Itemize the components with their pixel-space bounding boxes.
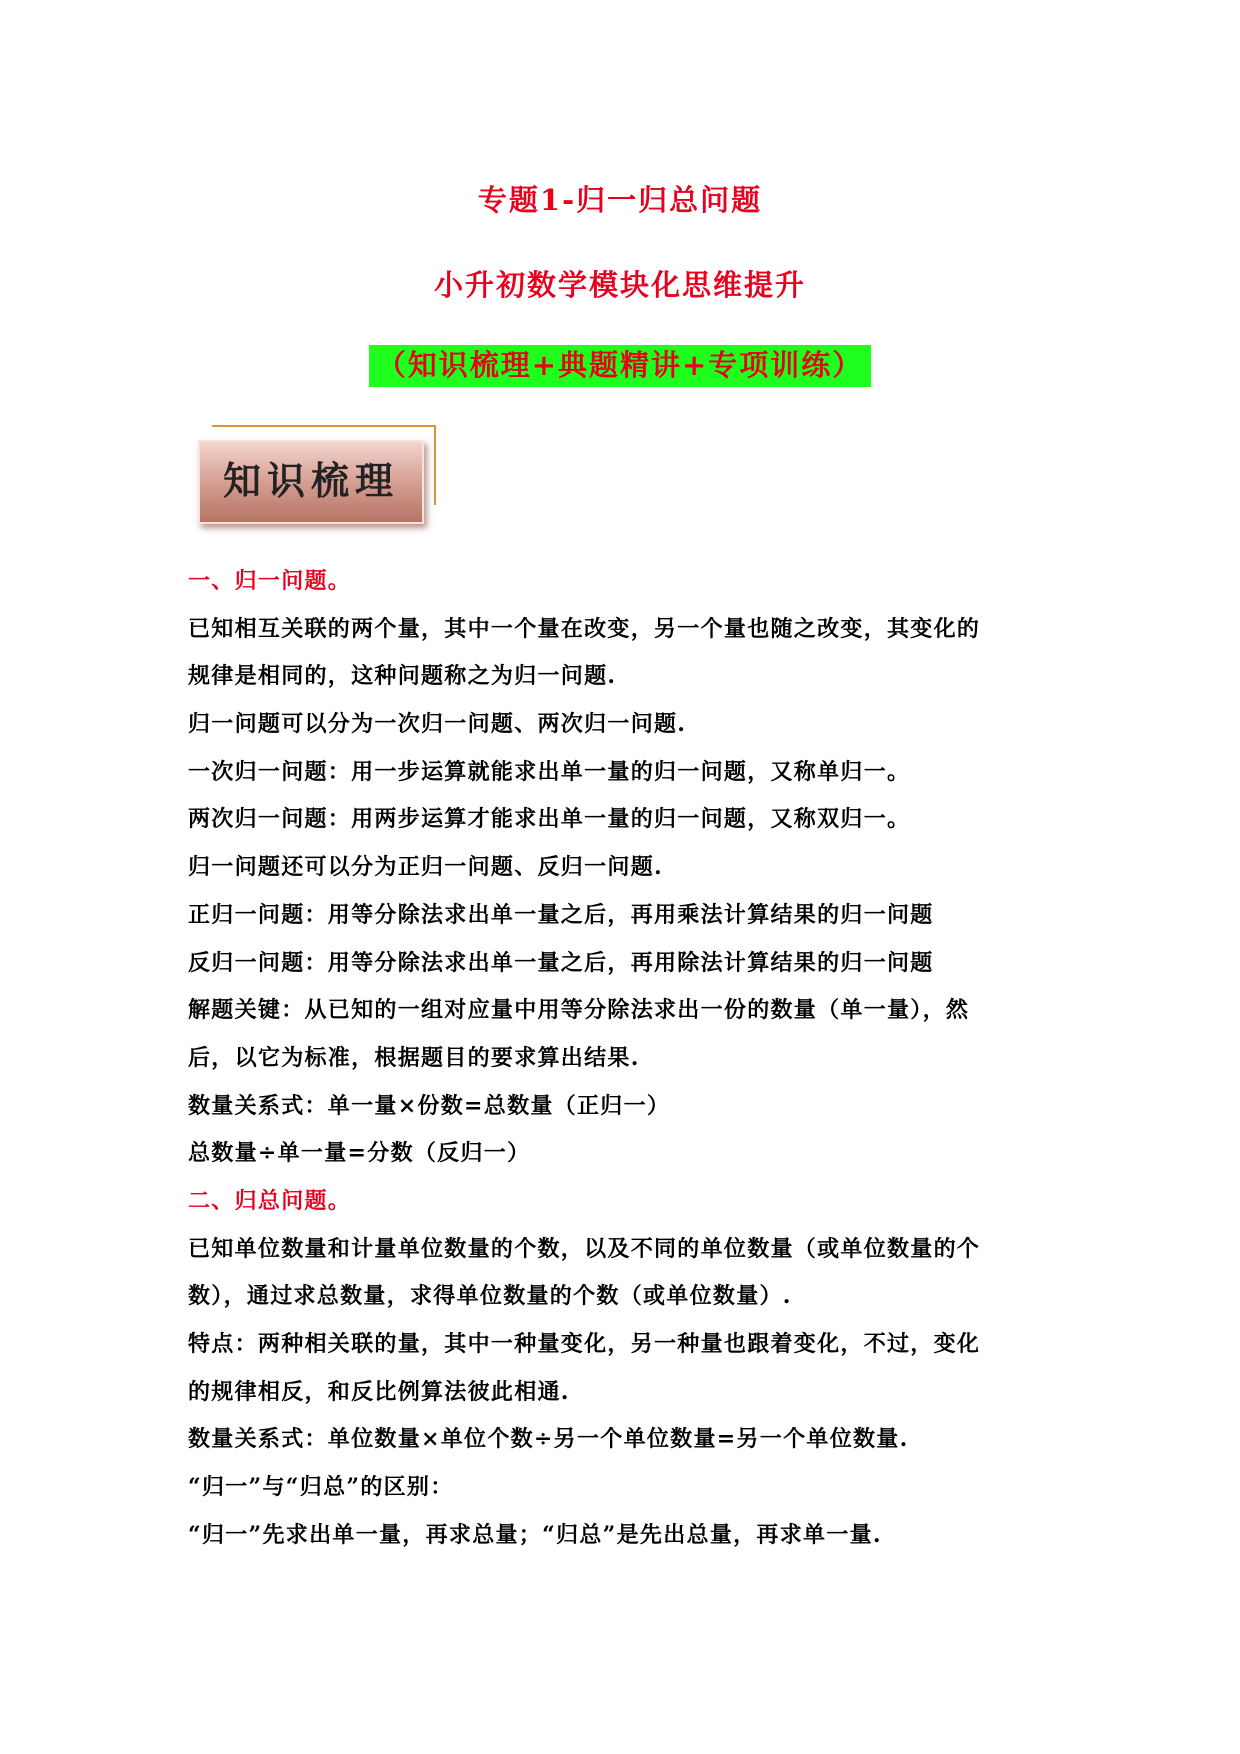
content-line: 已知相互关联的两个量，其中一个量在改变，另一个量也随之改变，其变化的 bbox=[188, 615, 981, 642]
content-line: 的规律相反，和反比例算法彼此相通. bbox=[188, 1378, 570, 1405]
content-line: 特点：两种相关联的量，其中一种量变化，另一种量也跟着变化，不过，变化 bbox=[188, 1331, 981, 1357]
page-subtitle: 小升初数学模块化思维提升 bbox=[433, 268, 806, 302]
tagline-highlight: （知识梳理+典题精讲+专项训练） bbox=[369, 345, 872, 387]
section-heading: 一、归一问题。 bbox=[188, 568, 352, 594]
content-line: 归一问题可以分为一次归一问题、两次归一问题. bbox=[188, 711, 687, 738]
content-line: 归一问题还可以分为正归一问题、反归一问题. bbox=[188, 854, 663, 881]
content-line: 数量关系式：单位数量×单位个数÷另一个单位数量=另一个单位数量. bbox=[188, 1426, 909, 1453]
content-line: “归一”先求出单一量，再求总量；“归总”是先出总量，再求单一量. bbox=[188, 1521, 882, 1548]
section-badge: 知识梳理 bbox=[198, 440, 424, 524]
content-line: 规律是相同的，这种问题称之为归一问题. bbox=[188, 663, 617, 690]
section-heading: 二、归总问题。 bbox=[188, 1187, 352, 1214]
content-line: 反归一问题：用等分除法求出单一量之后，再用除法计算结果的归一问题 bbox=[188, 949, 934, 976]
content-line: 后，以它为标准，根据题目的要求算出结果. bbox=[188, 1044, 640, 1071]
content-line: 两次归一问题：用两步运算才能求出单一量的归一问题，又称双归一。 bbox=[188, 806, 911, 833]
knowledge-content bbox=[188, 558, 1060, 1559]
content-line: 数），通过求总数量，求得单位数量的个数（或单位数量）. bbox=[188, 1283, 792, 1310]
content-line: 已知单位数量和计量单位数量的个数，以及不同的单位数量（或单位数量的个 bbox=[188, 1235, 981, 1262]
page-title: 专题1-归一归总问题 bbox=[477, 183, 763, 217]
content-line: “归一”与“归总”的区别： bbox=[188, 1474, 454, 1501]
content-line: 正归一问题：用等分除法求出单一量之后，再用乘法计算结果的归一问题 bbox=[188, 901, 934, 928]
content-line: 总数量÷单一量=分数（反归一） bbox=[188, 1140, 531, 1167]
tagline-wrap bbox=[0, 345, 1240, 387]
content-line: 解题关键：从已知的一组对应量中用等分除法求出一份的数量（单一量），然 bbox=[188, 997, 970, 1024]
content-line: 一次归一问题：用一步运算就能求出单一量的归一问题，又称单归一。 bbox=[188, 758, 911, 785]
content-line: 数量关系式：单一量×份数=总数量（正归一） bbox=[188, 1092, 671, 1119]
